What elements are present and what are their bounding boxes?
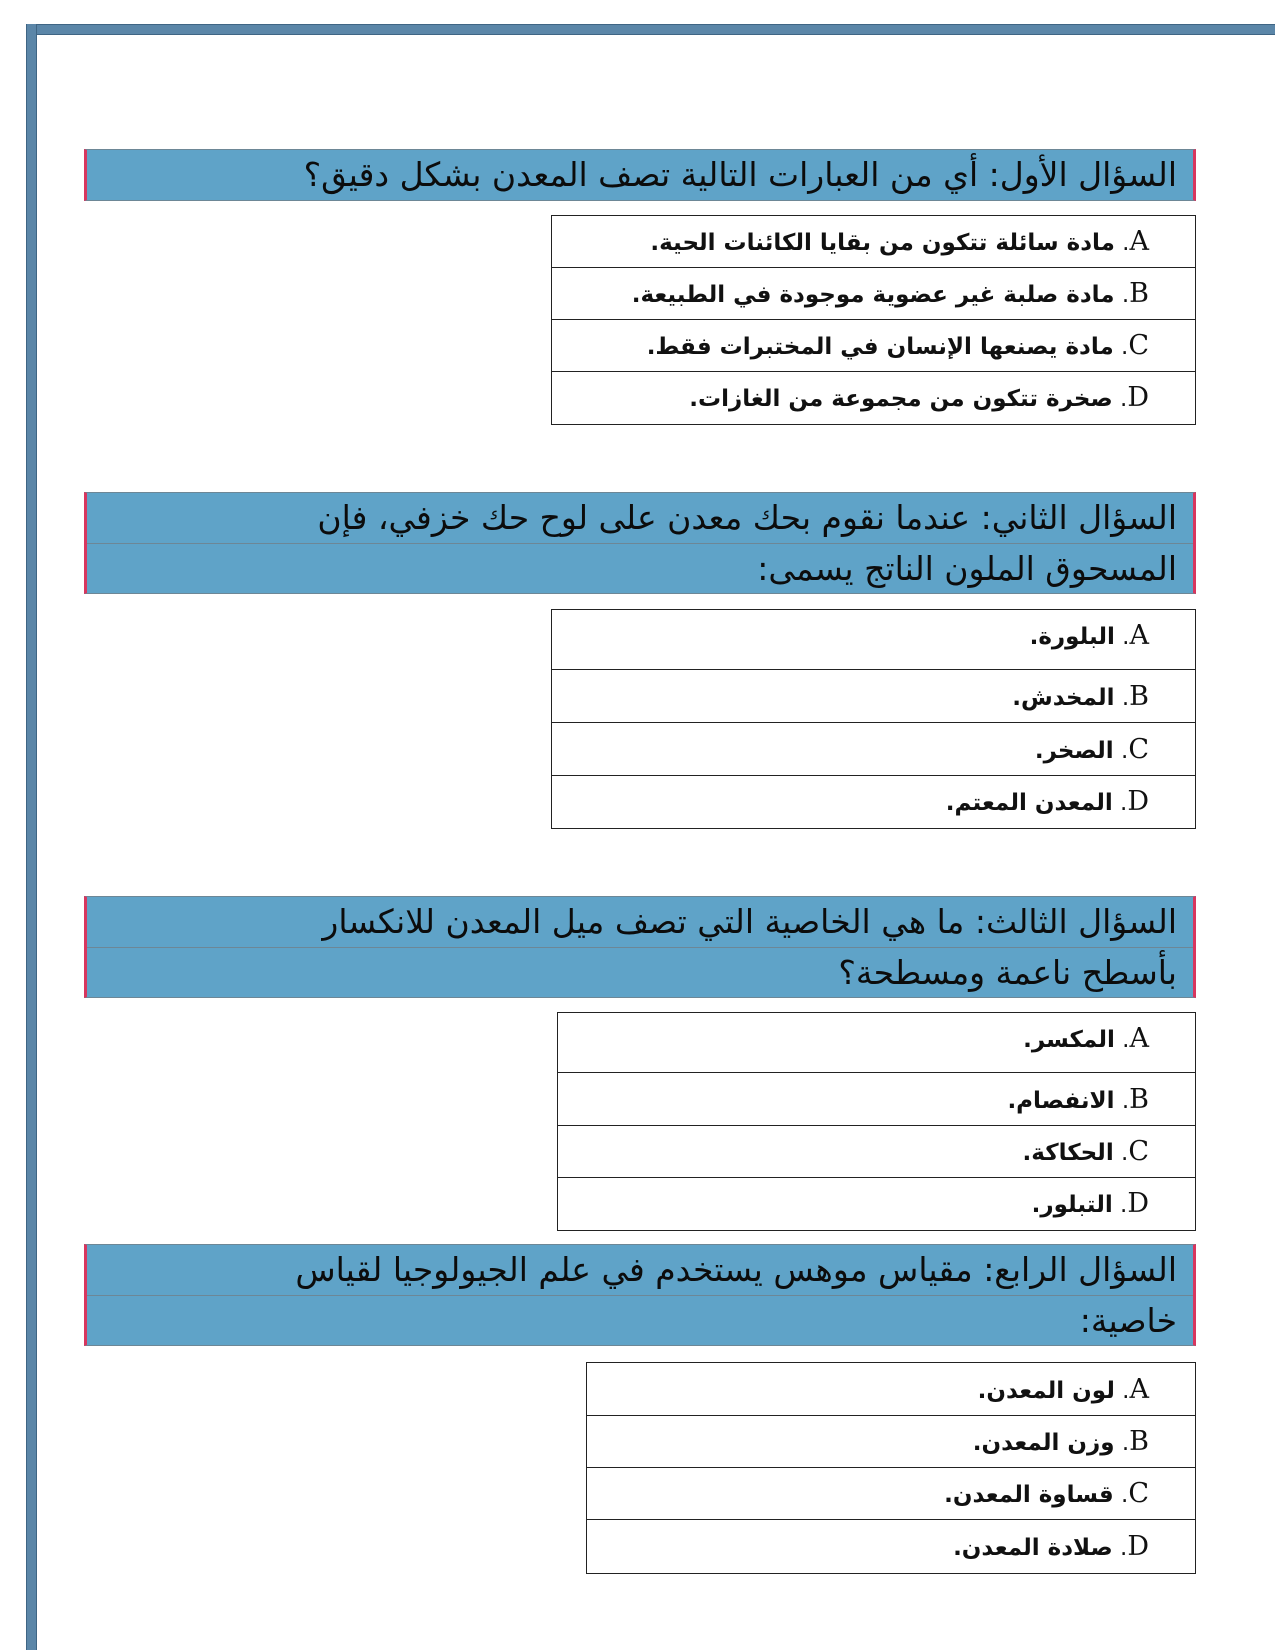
option-letter: D [1127,382,1149,413]
option-text: صخرة تتكون من مجموعة من الغازات. [689,386,1113,412]
option-letter: D [1127,1188,1149,1219]
option-1-b[interactable]: B. مادة صلبة غير عضوية موجودة في الطبيعة. [552,268,1195,320]
option-letter: C [1128,1478,1149,1509]
option-4-a[interactable]: A. لون المعدن. [587,1363,1195,1416]
question-4-options [586,1362,1196,1574]
option-text: مادة صلبة غير عضوية موجودة في الطبيعة. [631,282,1115,308]
option-4-d[interactable]: D. صلادة المعدن. [953,1531,1149,1562]
option-text: التبلور. [1031,1192,1113,1218]
option-text: المعدن المعتم. [945,790,1113,816]
option-text: قساوة المعدن. [944,1482,1114,1508]
option-letter: A [1129,226,1149,257]
option-text: الحكاكة. [1022,1140,1114,1166]
option-4-b[interactable]: B. وزن المعدن. [587,1416,1195,1468]
question-1-options [551,215,1196,425]
option-letter: B [1129,681,1149,712]
option-2-b[interactable]: B. المخدش. [552,670,1195,723]
question-3-line-1: السؤال الثالث: ما هي الخاصية التي تصف ميل المعدن للانكسار [322,902,1177,941]
option-1-c[interactable]: C. مادة يصنعها الإنسان في المختبرات فقط. [552,320,1195,372]
option-letter: A [1129,1023,1149,1054]
option-2-a[interactable]: A. البلورة. [552,610,1195,670]
option-3-b[interactable]: B. الانفصام. [558,1073,1195,1126]
option-letter: A [1129,1374,1149,1405]
option-text: لون المعدن. [977,1378,1115,1404]
option-letter: B [1129,1084,1149,1115]
option-3-d[interactable]: D. التبلور. [1031,1188,1149,1219]
option-1-a[interactable]: A. مادة سائلة تتكون من بقايا الكائنات الحية. [552,216,1195,268]
option-4-c[interactable]: C. قساوة المعدن. [587,1468,1195,1520]
question-2-header [84,492,1196,594]
question-2-line-2: المسحوق الملون الناتج يسمى: [87,543,1193,593]
option-text: المخدش. [1012,685,1115,711]
question-1-line-1: السؤال الأول: أي من العبارات التالية تصف المعدن بشكل دقيق؟ [303,155,1177,194]
option-text: مادة سائلة تتكون من بقايا الكائنات الحية. [650,230,1115,256]
option-text: الانفصام. [1007,1088,1115,1114]
option-1-d[interactable]: D. صخرة تتكون من مجموعة من الغازات. [689,382,1149,413]
option-text: صلادة المعدن. [953,1535,1113,1561]
question-1-header [84,149,1196,201]
option-text: البلورة. [1029,624,1115,650]
page-border-top [26,24,1275,35]
question-4-line-2: خاصية: [87,1295,1193,1345]
option-letter: B [1129,278,1149,309]
page-border-left [26,24,37,1650]
option-letter: A [1129,620,1149,651]
option-text: المكسر. [1023,1027,1115,1053]
question-2-line-1: السؤال الثاني: عندما نقوم بحك معدن على لوح حك خزفي، فإن [317,498,1177,537]
option-2-c[interactable]: C. الصخر. [552,723,1195,776]
option-letter: C [1128,330,1149,361]
option-3-a[interactable]: A. المكسر. [558,1013,1195,1073]
option-letter: C [1128,734,1149,765]
option-letter: C [1128,1136,1149,1167]
question-4-header [84,1244,1196,1346]
question-3-header [84,896,1196,998]
option-letter: B [1129,1426,1149,1457]
question-2-options [551,609,1196,829]
option-text: وزن المعدن. [972,1430,1115,1456]
option-3-c[interactable]: C. الحكاكة. [558,1126,1195,1178]
option-letter: D [1127,786,1149,817]
option-letter: D [1127,1531,1149,1562]
option-2-d[interactable]: D. المعدن المعتم. [945,786,1149,817]
question-4-line-1: السؤال الرابع: مقياس موهس يستخدم في علم الجيولوجيا لقياس [295,1250,1177,1289]
question-3-options [557,1012,1196,1231]
question-3-line-2: بأسطح ناعمة ومسطحة؟ [87,947,1193,997]
option-text: مادة يصنعها الإنسان في المختبرات فقط. [646,334,1114,360]
option-text: الصخر. [1034,738,1114,764]
